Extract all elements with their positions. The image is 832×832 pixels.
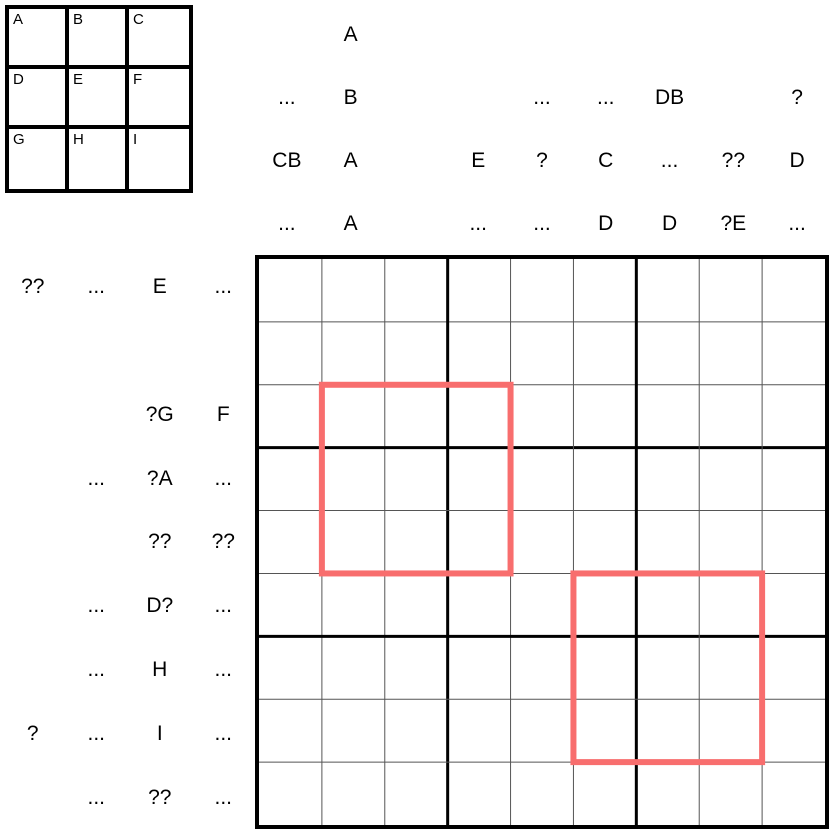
board-cell[interactable] bbox=[385, 322, 448, 385]
board-cell[interactable] bbox=[385, 636, 448, 699]
board-cell[interactable] bbox=[448, 699, 511, 762]
legend-cell: G bbox=[9, 129, 69, 189]
legend-grid bbox=[5, 5, 193, 193]
row-clue-cell: ... bbox=[87, 785, 105, 809]
board-cell[interactable] bbox=[259, 699, 322, 762]
board-cell[interactable] bbox=[448, 385, 511, 448]
row-clue-cell bbox=[1, 765, 65, 829]
board-cell[interactable] bbox=[448, 322, 511, 385]
row-clue-cell: ?? bbox=[21, 275, 45, 299]
row-clue-cell: ... bbox=[87, 658, 105, 682]
board-cell[interactable] bbox=[762, 636, 825, 699]
row-clue-cell bbox=[65, 510, 129, 574]
column-clue-cell bbox=[255, 3, 319, 66]
board-cell[interactable] bbox=[636, 573, 699, 636]
board-cell[interactable] bbox=[322, 448, 385, 511]
board-cell[interactable] bbox=[259, 511, 322, 574]
column-clue-cell: ... bbox=[533, 212, 551, 235]
board-cell[interactable] bbox=[259, 573, 322, 636]
board-cell[interactable] bbox=[448, 448, 511, 511]
board-cell[interactable] bbox=[259, 259, 322, 322]
column-clue-cell: ... bbox=[533, 86, 551, 109]
row-clue-cell bbox=[1, 319, 65, 383]
board-cell[interactable] bbox=[573, 762, 636, 825]
board-cell[interactable] bbox=[322, 636, 385, 699]
board-cell[interactable] bbox=[511, 511, 574, 574]
column-clues-table bbox=[255, 3, 829, 255]
board-cell[interactable] bbox=[322, 259, 385, 322]
board-cell[interactable] bbox=[511, 385, 574, 448]
board-cell[interactable] bbox=[699, 573, 762, 636]
column-clue-cell: D bbox=[661, 212, 678, 235]
row-clue-cell bbox=[1, 446, 65, 510]
column-clue-cell bbox=[446, 3, 510, 66]
legend-cell: H bbox=[69, 129, 129, 189]
row-clue-cell: ?? bbox=[148, 530, 172, 554]
row-clue-cell: ... bbox=[214, 275, 232, 299]
board-cell[interactable] bbox=[259, 636, 322, 699]
column-clue-cell: ? bbox=[791, 86, 803, 109]
board-cell[interactable] bbox=[636, 448, 699, 511]
board-cell[interactable] bbox=[762, 385, 825, 448]
legend-cell: D bbox=[9, 69, 69, 129]
board-cell[interactable] bbox=[385, 385, 448, 448]
board-cell[interactable] bbox=[573, 385, 636, 448]
board-cell[interactable] bbox=[385, 511, 448, 574]
board-cell[interactable] bbox=[636, 762, 699, 825]
board-cell[interactable] bbox=[385, 573, 448, 636]
row-clue-cell: ... bbox=[214, 594, 232, 618]
column-clue-cell: A bbox=[343, 149, 358, 172]
board-cell[interactable] bbox=[259, 762, 322, 825]
board-cell[interactable] bbox=[699, 385, 762, 448]
row-clue-cell: H bbox=[152, 658, 168, 682]
board-cell[interactable] bbox=[322, 762, 385, 825]
board-cell[interactable] bbox=[636, 699, 699, 762]
board-cell[interactable] bbox=[699, 322, 762, 385]
column-clue-cell: ... bbox=[660, 149, 679, 172]
column-clue-cell: D bbox=[598, 212, 614, 235]
row-clue-cell: ... bbox=[87, 466, 105, 490]
legend-cell: F bbox=[129, 69, 189, 129]
column-clue-cell bbox=[574, 3, 638, 66]
row-clue-cell bbox=[1, 383, 65, 447]
row-clue-cell: F bbox=[216, 402, 230, 426]
column-clue-cell: E bbox=[471, 149, 486, 172]
column-clue-cell bbox=[701, 66, 765, 129]
column-clue-cell: ... bbox=[278, 86, 296, 109]
column-clue-cell: A bbox=[343, 212, 358, 235]
board-cell[interactable] bbox=[511, 762, 574, 825]
board-cell[interactable] bbox=[573, 259, 636, 322]
board-cell[interactable] bbox=[322, 385, 385, 448]
row-clue-cell: I bbox=[156, 721, 163, 745]
board-cell[interactable] bbox=[636, 385, 699, 448]
row-clue-cell: ... bbox=[214, 721, 232, 745]
board-cell[interactable] bbox=[448, 511, 511, 574]
column-clue-cell: D bbox=[789, 149, 805, 172]
column-clue-cell: ... bbox=[278, 212, 296, 235]
board-cell[interactable] bbox=[385, 699, 448, 762]
column-clue-cell bbox=[383, 66, 447, 129]
board-cell[interactable] bbox=[511, 636, 574, 699]
board-cell[interactable] bbox=[573, 573, 636, 636]
column-clue-cell: ... bbox=[788, 212, 806, 235]
board-cell[interactable] bbox=[762, 448, 825, 511]
board-cell[interactable] bbox=[573, 448, 636, 511]
column-clue-cell: A bbox=[343, 23, 358, 46]
board-cell[interactable] bbox=[699, 511, 762, 574]
row-clue-cell: ? bbox=[26, 721, 39, 745]
board-cell[interactable] bbox=[511, 259, 574, 322]
column-clue-cell: ? bbox=[536, 149, 548, 172]
board-cell[interactable] bbox=[762, 573, 825, 636]
board-cell[interactable] bbox=[259, 322, 322, 385]
board-cell[interactable] bbox=[573, 511, 636, 574]
column-clue-cell bbox=[510, 3, 574, 66]
board-cell[interactable] bbox=[322, 573, 385, 636]
board-cell[interactable] bbox=[636, 322, 699, 385]
legend-cell: C bbox=[129, 9, 189, 69]
board-cell[interactable] bbox=[699, 448, 762, 511]
board-cell[interactable] bbox=[699, 762, 762, 825]
board-cell[interactable] bbox=[448, 259, 511, 322]
column-clue-cell: ?E bbox=[720, 212, 747, 235]
board-cell[interactable] bbox=[322, 511, 385, 574]
row-clue-cell bbox=[65, 319, 129, 383]
column-clue-cell bbox=[383, 192, 447, 255]
board-cell[interactable] bbox=[259, 385, 322, 448]
board-cell[interactable] bbox=[762, 511, 825, 574]
row-clue-cell: ?? bbox=[148, 785, 172, 809]
board-cell[interactable] bbox=[511, 699, 574, 762]
board-cell[interactable] bbox=[699, 699, 762, 762]
row-clues-table bbox=[1, 255, 255, 829]
board-cell[interactable] bbox=[448, 762, 511, 825]
board-cell[interactable] bbox=[573, 699, 636, 762]
board-cell[interactable] bbox=[259, 448, 322, 511]
row-clue-cell: ... bbox=[214, 785, 232, 809]
row-clue-cell: ... bbox=[87, 594, 105, 618]
board-cell[interactable] bbox=[762, 699, 825, 762]
column-clue-cell: CB bbox=[272, 149, 302, 172]
board-cell[interactable] bbox=[762, 322, 825, 385]
column-clue-cell bbox=[383, 3, 447, 66]
board-cell[interactable] bbox=[699, 636, 762, 699]
row-clue-cell: ... bbox=[214, 466, 232, 490]
column-clue-cell: ?? bbox=[721, 149, 745, 172]
column-clue-cell: ... bbox=[469, 212, 487, 235]
board-cell[interactable] bbox=[573, 636, 636, 699]
board-cell[interactable] bbox=[448, 636, 511, 699]
board-cells-layer bbox=[259, 259, 825, 825]
column-clue-cell: ... bbox=[597, 86, 615, 109]
row-clue-cell: ... bbox=[87, 721, 105, 745]
board-cell[interactable] bbox=[699, 259, 762, 322]
column-clue-cell: DB bbox=[654, 86, 685, 109]
row-clue-cell bbox=[192, 319, 256, 383]
row-clue-cell: ... bbox=[87, 275, 105, 299]
column-clue-cell bbox=[765, 3, 829, 66]
row-clue-cell bbox=[65, 383, 129, 447]
row-clue-cell: E bbox=[152, 275, 167, 299]
board-cell[interactable] bbox=[385, 259, 448, 322]
board-cell[interactable] bbox=[762, 259, 825, 322]
row-clue-cell bbox=[1, 574, 65, 638]
board-cell[interactable] bbox=[511, 448, 574, 511]
board-cell[interactable] bbox=[636, 636, 699, 699]
column-clue-cell bbox=[638, 3, 702, 66]
row-clue-cell bbox=[1, 638, 65, 702]
board-cell[interactable] bbox=[511, 322, 574, 385]
board-cell[interactable] bbox=[448, 573, 511, 636]
board-cell[interactable] bbox=[385, 762, 448, 825]
board-cell[interactable] bbox=[762, 762, 825, 825]
legend-cell: A bbox=[9, 9, 69, 69]
board-cell[interactable] bbox=[322, 322, 385, 385]
row-clue-cell: ?A bbox=[146, 466, 173, 490]
column-clue-cell bbox=[701, 3, 765, 66]
board-cell[interactable] bbox=[573, 322, 636, 385]
row-clue-cell bbox=[1, 510, 65, 574]
legend-cell: I bbox=[133, 131, 138, 148]
row-clue-cell: D? bbox=[146, 594, 174, 618]
column-clue-cell bbox=[446, 66, 510, 129]
legend-cell: B bbox=[69, 9, 129, 69]
board-cell[interactable] bbox=[511, 573, 574, 636]
column-clue-cell: C bbox=[598, 149, 614, 172]
board-cell[interactable] bbox=[636, 259, 699, 322]
column-clue-cell: B bbox=[343, 86, 358, 109]
column-clue-cell bbox=[383, 129, 447, 192]
board-cell[interactable] bbox=[322, 699, 385, 762]
board-cell[interactable] bbox=[636, 511, 699, 574]
row-clue-cell: ... bbox=[214, 658, 232, 682]
row-clue-cell: ?? bbox=[211, 530, 235, 554]
puzzle-board bbox=[255, 255, 829, 829]
board-cell[interactable] bbox=[385, 448, 448, 511]
row-clue-cell: ?G bbox=[145, 402, 174, 426]
legend-cell: E bbox=[69, 69, 129, 129]
row-clue-cell bbox=[128, 319, 192, 383]
